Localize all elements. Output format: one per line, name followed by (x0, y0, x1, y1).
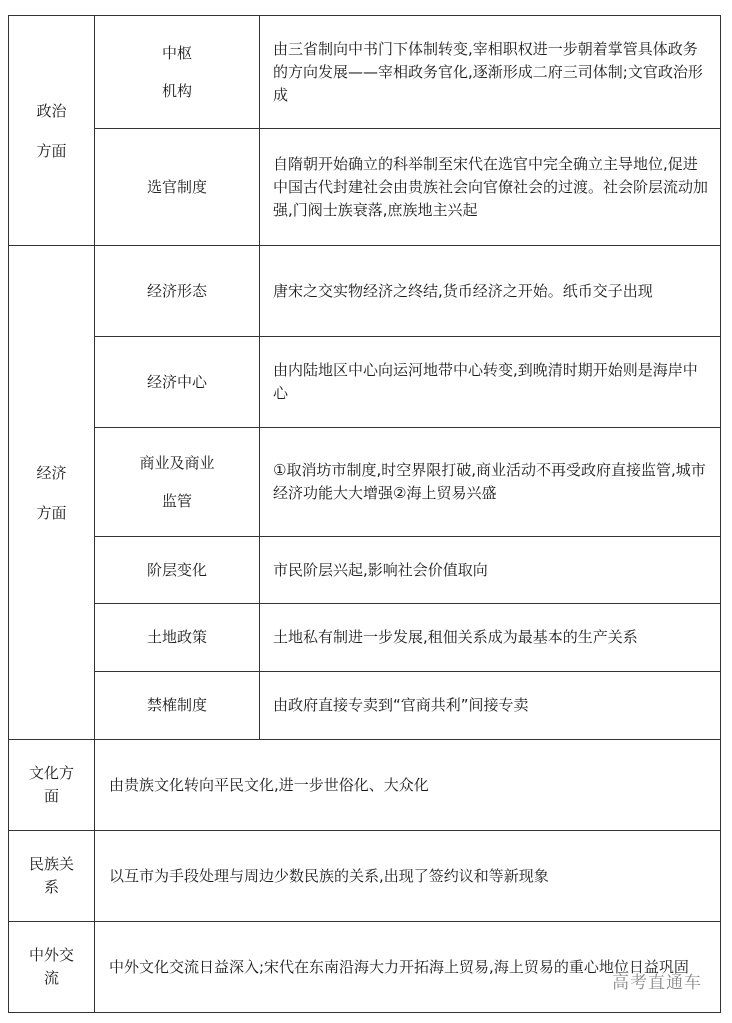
table-row (9, 428, 721, 537)
category-label: 中外交 (28, 946, 74, 964)
category-economy (9, 246, 95, 740)
history-summary-table (8, 15, 721, 1013)
category-politics (9, 16, 95, 246)
subcategory-label: 选官制度 (146, 177, 207, 196)
category-culture (9, 740, 95, 831)
content-foreign: 中外文化交流日益深入;宋代在东南沿海大力开拓海上贸易,海上贸易的重心地位日益巩固 (95, 922, 721, 1013)
subcategory-official-selection (95, 129, 260, 246)
category-label: 系 (43, 878, 59, 896)
table-row (9, 16, 721, 129)
category-label: 方面 (36, 503, 67, 522)
subcategory-label: 监管 (161, 492, 192, 510)
category-foreign (9, 922, 95, 1013)
category-label: 民族关 (28, 855, 74, 873)
subcategory-commerce (95, 428, 260, 537)
content-culture: 由贵族文化转向平民文化,进一步世俗化、大众化 (95, 740, 721, 831)
table-row (9, 831, 721, 922)
subcategory-label: 商业及商业 (139, 454, 215, 472)
content-economic-form: 唐宋之交实物经济之终结,货币经济之开始。纸币交子出现 (260, 246, 721, 337)
table-row (9, 246, 721, 337)
content-ethnic: 以互市为手段处理与周边少数民族的关系,出现了签约议和等新现象 (95, 831, 721, 922)
subcategory-central-institution (95, 16, 260, 129)
subcategory-label: 阶层变化 (146, 560, 207, 579)
subcategory-economic-form (95, 246, 260, 337)
content-central-institution: 由三省制向中书门下体制转变,宰相职权进一步朝着掌管具体政务的方向发展——宰相政务官化,逐渐形成二府三司体制;文官政治形成 (260, 16, 721, 129)
content-official-selection: 自隋朝开始确立的科举制至宋代在选官中完全确立主导地位,促进中国古代封建社会由贵族社会向官僚社会的过渡。社会阶层流动加强,门阀士族衰落,庶族地主兴起 (260, 129, 721, 246)
table-row (9, 129, 721, 246)
table-row (9, 537, 721, 604)
subcategory-land-policy (95, 604, 260, 672)
watermark: 高考直通车 (612, 973, 702, 993)
content-monopoly: 由政府直接专卖到“官商共利”间接专卖 (260, 672, 721, 740)
content-land-policy: 土地私有制进一步发展,租佃关系成为最基本的生产关系 (260, 604, 721, 672)
subcategory-monopoly (95, 672, 260, 740)
table-row (9, 922, 721, 1013)
table-row (9, 672, 721, 740)
category-label: 政治 (36, 101, 67, 120)
subcategory-label: 机构 (161, 82, 192, 100)
subcategory-label: 禁榷制度 (146, 696, 207, 714)
subcategory-class-change (95, 537, 260, 604)
category-label: 面 (43, 787, 59, 805)
subcategory-label: 经济中心 (146, 372, 207, 391)
table-row (9, 337, 721, 428)
content-economic-center: 由内陆地区中心向运河地带中心转变,到晚清时期开始则是海岸中心 (260, 337, 721, 428)
category-label: 经济 (36, 463, 67, 482)
content-commerce: ①取消坊市制度,时空界限打破,商业活动不再受政府直接监管,城市经济功能大大增强②海上贸易兴盛 (260, 428, 721, 537)
category-label: 流 (43, 969, 59, 987)
subcategory-economic-center (95, 337, 260, 428)
category-ethnic (9, 831, 95, 922)
table-row (9, 740, 721, 831)
content-class-change: 市民阶层兴起,影响社会价值取向 (260, 537, 721, 604)
table-row (9, 604, 721, 672)
subcategory-label: 土地政策 (146, 628, 207, 646)
subcategory-label: 经济形态 (146, 281, 207, 300)
category-label: 文化方 (28, 764, 74, 782)
category-label: 方面 (36, 141, 67, 160)
subcategory-label: 中枢 (161, 44, 192, 62)
